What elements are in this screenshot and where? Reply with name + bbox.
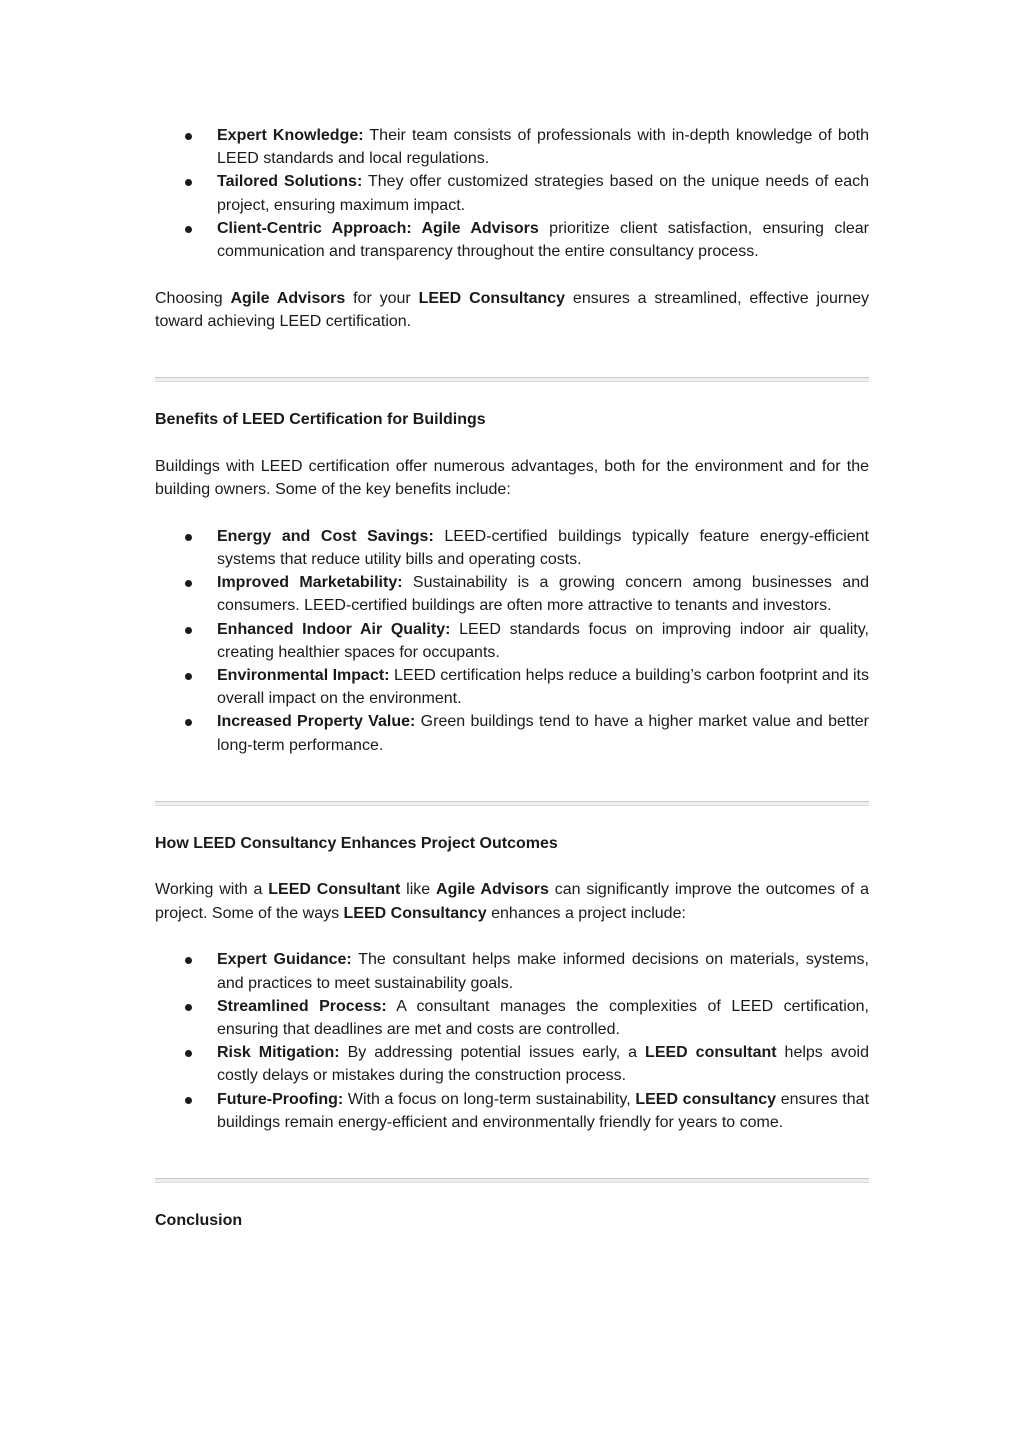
- bullet-icon: [185, 957, 192, 964]
- expertise-list: [155, 124, 869, 263]
- list-item: Streamlined Process: A consultant manages the complexities of LEED certification, ensuring that deadlines are met and costs are controlled.: [155, 995, 869, 1041]
- bullet-icon: [185, 226, 192, 233]
- section-heading: Conclusion: [155, 1212, 243, 1229]
- list-item: Client-Centric Approach: Agile Advisors prioritize client satisfaction, ensuring clear communication and transparency throughout the entire consultancy process.: [155, 217, 869, 263]
- bullet-icon: [185, 627, 192, 634]
- bullet-icon: [185, 133, 192, 140]
- section-heading: How LEED Consultancy Enhances Project Outcomes: [155, 834, 558, 852]
- bullet-icon: [185, 1004, 192, 1011]
- benefits-list: [155, 525, 869, 757]
- list-item: Energy and Cost Savings: LEED-certified buildings typically feature energy-efficient systems that reduce utility bills and operating costs.: [155, 525, 869, 571]
- bullet-icon: [185, 673, 192, 680]
- bullet-icon: [185, 719, 192, 726]
- closing-paragraph: Choosing Agile Advisors for your LEED Consultancy ensures a streamlined, effective journey toward achieving LEED certification.: [155, 289, 870, 330]
- list-item: Expert Guidance: The consultant helps make informed decisions on materials, systems, and practices to meet sustainability goals.: [155, 948, 869, 994]
- list-item: Expert Knowledge: Their team consists of professionals with in-depth knowledge of both LEED standards and local regulations.: [155, 124, 869, 170]
- list-item: Risk Mitigation: By addressing potential issues early, a LEED consultant helps avoid costly delays or mistakes during the construction process.: [155, 1041, 869, 1087]
- bullet-icon: [185, 179, 192, 186]
- bullet-icon: [185, 1050, 192, 1057]
- list-item: Environmental Impact: LEED certification helps reduce a building’s carbon footprint and its overall impact on the environment.: [155, 664, 869, 710]
- document-page: [155, 124, 869, 1232]
- list-item: Future-Proofing: With a focus on long-term sustainability, LEED consultancy ensures that buildings remain energy-efficient and environmentally friendly for years to come.: [155, 1088, 869, 1134]
- horizontal-divider: [155, 1178, 869, 1183]
- horizontal-divider: [155, 801, 869, 806]
- list-item: Enhanced Indoor Air Quality: LEED standards focus on improving indoor air quality, creating healthier spaces for occupants.: [155, 618, 869, 664]
- bullet-icon: [185, 580, 192, 587]
- intro-paragraph: Buildings with LEED certification offer numerous advantages, both for the environment and for the building owners. Some of the key benefits include:: [155, 457, 869, 499]
- section-heading: Benefits of LEED Certification for Buildings: [155, 411, 486, 429]
- list-item: Tailored Solutions: They offer customized strategies based on the unique needs of each project, ensuring maximum impact.: [155, 170, 869, 216]
- horizontal-divider: [155, 377, 869, 382]
- list-item: Increased Property Value: Green buildings tend to have a higher market value and better long-term performance.: [155, 710, 869, 756]
- list-item: Improved Marketability: Sustainability is a growing concern among businesses and consumers. LEED-certified buildings are often more attractive to tenants and investors.: [155, 571, 869, 617]
- intro-paragraph: Working with a LEED Consultant like Agile Advisors can significantly improve the outcomes of a project. Some of the ways LEED Consultancy enhances a project include:: [155, 881, 870, 922]
- bullet-icon: [185, 1097, 192, 1104]
- outcomes-list: [155, 948, 869, 1134]
- bullet-icon: [185, 534, 192, 541]
